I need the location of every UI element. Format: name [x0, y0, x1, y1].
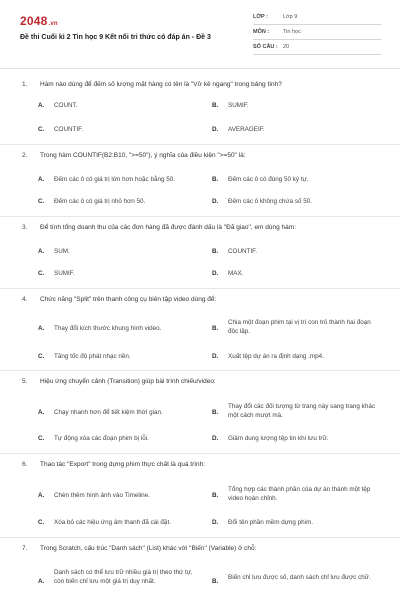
question-separator — [0, 370, 400, 371]
question-separator — [0, 453, 400, 454]
question-stem: Để tính tổng doanh thu của các đơn hàng đã được đánh dấu là "Đã giao", em dùng hàm: — [40, 224, 296, 231]
option-text: SUM. — [54, 248, 70, 255]
option-text: COUNTIF. — [228, 248, 258, 255]
question-separator — [0, 216, 400, 217]
question-number: 7. — [22, 545, 28, 552]
option-letter: B. — [212, 492, 219, 499]
option-letter: D. — [212, 198, 219, 205]
option-text: Danh sách có thể lưu trữ nhiều giá trị theo thứ tự, còn biến chỉ lưu một giá trị duy nhất. — [54, 569, 193, 585]
meta-label: SỐ CÂU : — [253, 44, 278, 50]
meta-row-count — [253, 40, 381, 55]
question-text — [22, 545, 256, 553]
option-letter: B. — [212, 102, 219, 109]
logo-main: 2048 — [20, 14, 48, 28]
option-text: Biến chỉ lưu được số, danh sách chỉ lưu được chữ. — [228, 574, 371, 581]
option-text: Đổi tên phần mềm dựng phim. — [228, 519, 314, 526]
header-divider — [0, 68, 400, 69]
question-text — [22, 461, 205, 469]
option-letter: B. — [212, 409, 219, 416]
option-letter: A. — [38, 409, 45, 416]
question-separator — [0, 144, 400, 145]
option-letter: D. — [212, 519, 219, 526]
exam-title: Đề thi Cuối kì 2 Tin học 9 Kết nối tri thức có đáp án - Đề 3 — [20, 34, 211, 41]
option-text: SUMIF. — [228, 102, 249, 109]
option-letter: A. — [38, 248, 45, 255]
option-text: Thay đổi các đối tượng từ trang này sang trang khác một cách mượt mà. — [228, 403, 375, 419]
meta-label: MÔN : — [253, 29, 270, 35]
question-text — [22, 81, 282, 89]
question-stem: Trong Scratch, cấu trúc "Danh sách" (List) khác với "Biến" (Variable) ở chỗ: — [40, 545, 257, 552]
option-text: Tăng tốc độ phát nhạc nền. — [54, 353, 131, 360]
option-letter: A. — [38, 325, 45, 332]
option-letter: A. — [38, 492, 45, 499]
option-letter: D. — [212, 353, 219, 360]
option-text: SUMIF. — [54, 270, 75, 277]
meta-row-class — [253, 10, 381, 25]
option-letter: C. — [38, 519, 45, 526]
option-letter: B. — [212, 325, 219, 332]
option-letter: C. — [38, 353, 45, 360]
meta-row-subject — [253, 25, 381, 40]
option-text: Đếm các ô không chứa số 50. — [228, 198, 313, 205]
option-text: MAX. — [228, 270, 244, 277]
exam-meta-table — [253, 10, 381, 55]
option-text: Đếm các ô có giá trị lớn hơn hoặc bằng 50. — [54, 176, 175, 183]
question-number: 5. — [22, 378, 28, 385]
question-text — [22, 378, 216, 386]
question-text — [22, 224, 296, 232]
option-text: Xuất tệp dự án ra định dạng .mp4. — [228, 353, 324, 360]
option-text: Thay đổi kích thước khung hình video. — [54, 325, 162, 332]
option-text: Tổng hợp các thành phần của dự án thành một tệp video hoàn chỉnh. — [228, 486, 371, 502]
option-text: Chia một đoạn phim tại vị trí con trỏ thành hai đoạn độc lập. — [228, 319, 371, 335]
logo-suffix: .vn — [48, 21, 58, 27]
question-number: 4. — [22, 296, 28, 303]
option-letter: C. — [38, 435, 45, 442]
site-logo[interactable] — [20, 14, 58, 28]
option-text: Chèn thêm hình ảnh vào Timeline. — [54, 492, 150, 499]
option-letter: D. — [212, 270, 219, 277]
page-header — [0, 0, 400, 68]
option-letter: C. — [38, 126, 45, 133]
meta-value: Lớp 9 — [283, 14, 298, 20]
question-number: 3. — [22, 224, 28, 231]
option-letter: A. — [38, 102, 45, 109]
option-letter: B. — [212, 176, 219, 183]
question-number: 6. — [22, 461, 28, 468]
question-separator — [0, 537, 400, 538]
question-stem: Trong hàm COUNTIF(B2:B10, ">=50"), ý nghĩa của điều kiện ">=50" là: — [40, 152, 246, 159]
question-number: 1. — [22, 81, 28, 88]
option-text: Xóa bỏ các hiệu ứng âm thanh đã cài đặt. — [54, 519, 171, 526]
option-letter: C. — [38, 198, 45, 205]
option-letter: D. — [212, 435, 219, 442]
option-letter: A. — [38, 176, 45, 183]
question-stem: Hiệu ứng chuyển cảnh (Transition) giúp bài trình chiếu/video: — [40, 378, 216, 385]
option-letter: D. — [212, 126, 219, 133]
option-text: Đếm các ô có giá trị nhỏ hơn 50. — [54, 198, 146, 205]
option-text: Chạy nhanh hơn để tiết kiệm thời gian. — [54, 409, 163, 416]
option-text: Đếm các ô có đúng 50 ký tự. — [228, 176, 309, 183]
option-text: COUNTIF. — [54, 126, 84, 133]
option-letter: B. — [212, 248, 219, 255]
option-letter: C. — [38, 270, 45, 277]
question-text — [22, 152, 246, 160]
question-stem: Hàm nào dùng để đếm số lượng mặt hàng có tên là "Vở kẻ ngang" trong bảng tính? — [40, 81, 282, 88]
meta-value: 20 — [283, 44, 290, 50]
option-text: Tự động xóa các đoạn phim bị lỗi. — [54, 435, 149, 442]
meta-label: LỚP : — [253, 14, 268, 20]
option-letter: A. — [38, 578, 45, 585]
option-letter: B. — [212, 578, 219, 585]
option-text: AVERAGEIF. — [228, 126, 265, 133]
question-stem: Thao tác "Export" trong dựng phim thực chất là quá trình: — [40, 461, 206, 468]
question-text — [22, 296, 216, 304]
option-text: COUNT. — [54, 102, 78, 109]
question-stem: Chức năng "Split" trên thanh công cụ biên tập video dùng để: — [40, 296, 217, 303]
question-separator — [0, 288, 400, 289]
meta-value: Tin học — [283, 29, 301, 35]
option-text: Giảm dung lượng tệp tin khi lưu trữ. — [228, 435, 329, 442]
question-number: 2. — [22, 152, 28, 159]
